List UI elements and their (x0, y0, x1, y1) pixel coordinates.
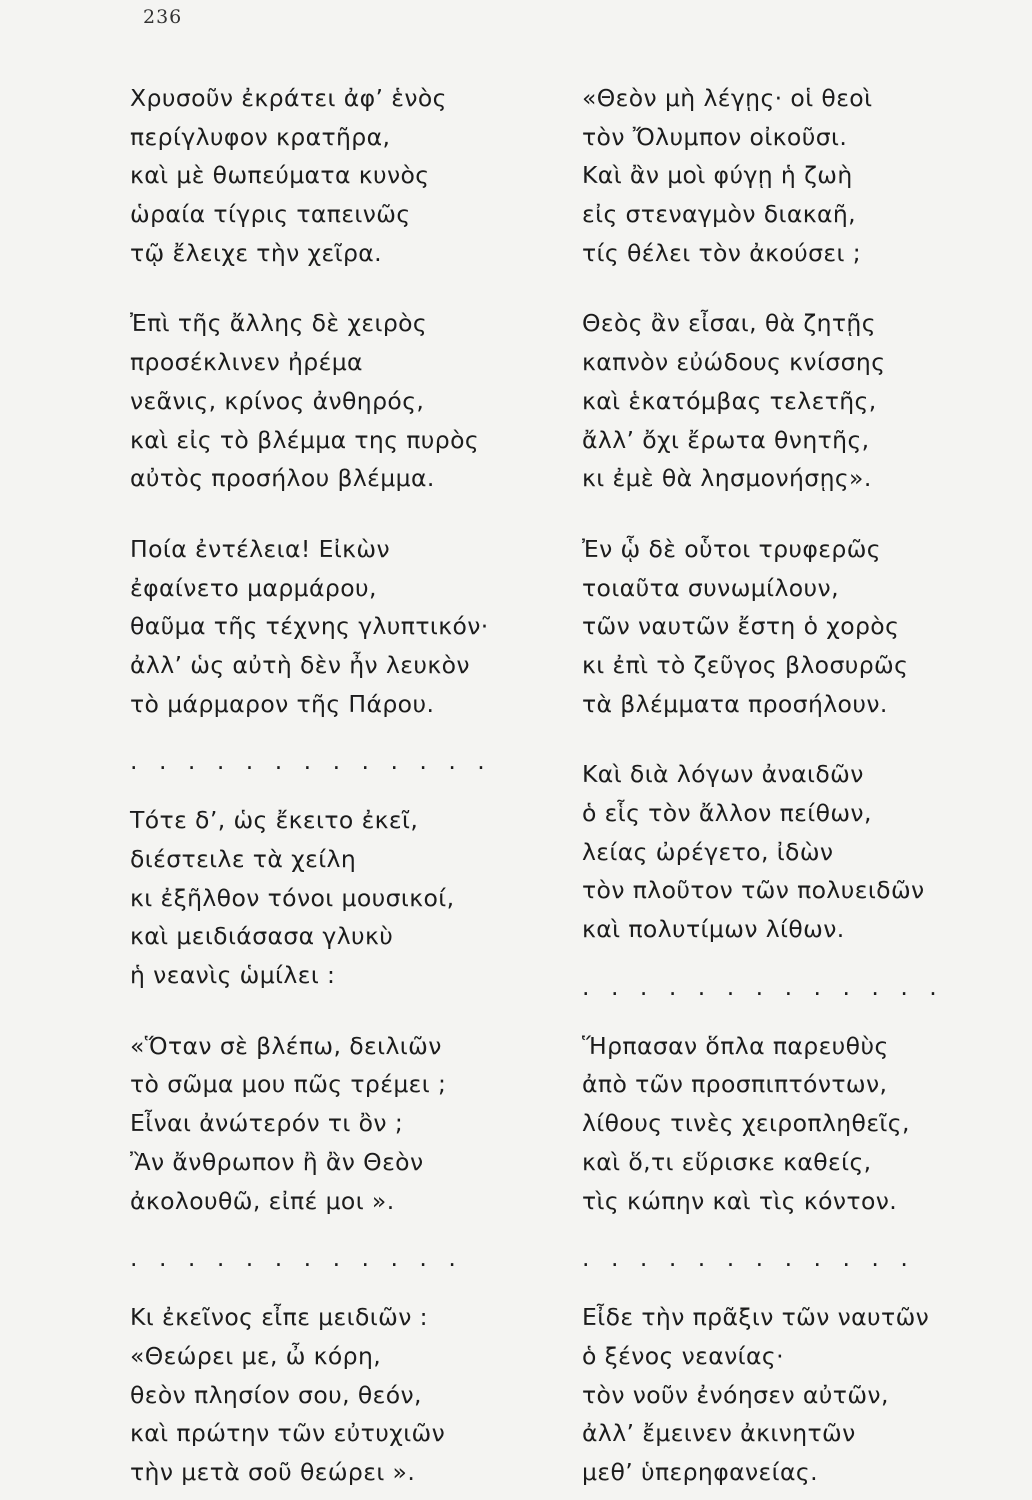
stanza-gap (130, 773, 510, 801)
ellipsis-separator: . . . . . . . . . . . . . (130, 747, 492, 776)
verse-line: ἡ νεανὶς ὡμίλει : (130, 961, 336, 990)
verse-line: καὶ πολυτίμων λίθων. (582, 915, 845, 944)
verse-line: Ἥρπασαν ὅπλα παρευθὺς (582, 1031, 889, 1060)
verse-line: καὶ ὅ,τι εὕρισκε καθείς, (582, 1147, 872, 1176)
verse-line: λείας ὠρέγετο, ἰδὼν (582, 837, 834, 866)
verse-line: λίθους τινὲς χειροπληθεῖς, (582, 1109, 910, 1138)
stanza-gap (130, 272, 510, 304)
verse-line: καὶ ἑκατόμβας τελετῆς, (582, 386, 877, 415)
poem-stanza (130, 1027, 510, 1220)
verse-line: θαῦμα τῆς τέχνης γλυπτικόν· (130, 612, 489, 641)
verse-line: «Ὅταν σὲ βλέπω, δειλιῶν (130, 1031, 442, 1060)
verse-line: τίς θέλει τὸν ἀκούσει ; (582, 238, 862, 267)
verse-line: ὡραία τίγρις ταπεινῶς (130, 200, 411, 229)
left-poem-column (130, 79, 510, 1492)
verse-line: κι ἐμὲ θὰ λησμονήσῃς». (582, 464, 872, 493)
verse-line: Ποία ἐντέλεια! Εἰκὼν (130, 534, 391, 563)
verse-line: ἀπὸ τῶν προσπιπτόντων, (582, 1070, 888, 1099)
verse-line: ὁ εἷς τὸν ἄλλον πείθων, (582, 799, 872, 827)
verse-line: κι ἐξῆλθον τόνοι μουσικοί, (130, 883, 455, 912)
verse-line: ἀλλ’ ὡς αὐτὴ δὲν ἦν λευκὸν (130, 650, 470, 679)
verse-line: τὸ σῶμα μου πῶς τρέμει ; (130, 1070, 447, 1099)
verse-line: προσέκλινεν ἠρέμα (130, 348, 363, 377)
verse-line: τὶς κώπην καὶ τὶς κόντον. (582, 1186, 898, 1215)
verse-line: Κι ἐκεῖνος εἶπε μειδιῶν : (130, 1303, 428, 1332)
verse-line: διέστειλε τὰ χείλη (130, 845, 357, 873)
stanza-gap (582, 999, 982, 1027)
right-poem-column (582, 79, 982, 1492)
verse-line: καπνὸν εὐώδους κνίσσης (582, 348, 886, 377)
verse-line: καὶ πρώτην τῶν εὐτυχιῶν (130, 1419, 446, 1448)
verse-line: Καὶ ἂν μοὶ φύγῃ ἡ ζωὴ (582, 161, 853, 190)
poem-stanza (582, 1027, 982, 1220)
page-number: 236 (143, 6, 183, 28)
verse-line: τὸν νοῦν ἐνόησεν αὐτῶν, (582, 1380, 889, 1409)
ellipsis-separator: . . . . . . . . . . . . (130, 1244, 463, 1273)
verse-line: καὶ εἰς τὸ βλέμμα της πυρὸς (130, 425, 480, 454)
poem-stanza (582, 1298, 982, 1491)
verse-line: Ἐπὶ τῆς ἄλλης δὲ χειρὸς (130, 309, 428, 338)
ellipsis-separator: . . . . . . . . . . . . . (582, 972, 944, 1001)
verse-line: ἄλλ’ ὄχι ἔρωτα θνητῆς, (582, 425, 870, 454)
verse-line: τὸν Ὄλυμπον οἰκοῦσι. (582, 122, 848, 151)
stanza-gap (582, 272, 982, 304)
verse-line: ὁ ξένος νεανίας· (582, 1341, 784, 1370)
verse-line: κι ἐπὶ τὸ ζεῦγος βλοσυρῶς (582, 650, 909, 679)
verse-line: τὴν μετὰ σοῦ θεώρει ». (130, 1457, 416, 1486)
verse-line: ἀκολουθῶ, εἰπέ μοι ». (130, 1186, 395, 1215)
verse-line: τῶν ναυτῶν ἔστη ὁ χορὸς (582, 612, 900, 641)
verse-line: Τότε δ’, ὡς ἔκειτο ἐκεῖ, (130, 806, 419, 835)
poem-stanza (130, 530, 510, 723)
verse-line: εἰς στεναγμὸν διακαῆ, (582, 200, 857, 229)
verse-line: νεᾶνις, κρίνος ἀνθηρός, (130, 386, 425, 415)
verse-line: μεθ’ ὑπερηφανείας. (582, 1457, 818, 1486)
poem-stanza (130, 801, 510, 994)
verse-line: Εἶναι ἀνώτερόν τι ὂν ; (130, 1109, 404, 1138)
poem-stanza (130, 304, 510, 497)
poem-stanza (582, 304, 982, 497)
poem-stanza (130, 1298, 510, 1491)
stanza-gap (130, 1270, 510, 1298)
verse-line: Ἂν ἄνθρωπον ἢ ἂν Θεὸν (130, 1147, 424, 1176)
verse-line: τὰ βλέμματα προσήλουν. (582, 689, 888, 718)
verse-line: ἀλλ’ ἔμεινεν ἀκινητῶν (582, 1419, 856, 1448)
verse-line: τοιαῦτα συνωμίλουν, (582, 573, 839, 602)
stanza-gap (582, 723, 982, 755)
verse-line: περίγλυφον κρατῆρα, (130, 122, 391, 151)
verse-line: Χρυσοῦν ἐκράτει ἀφ’ ἑνὸς (130, 84, 447, 112)
verse-line: Καὶ διὰ λόγων ἀναιδῶν (582, 760, 864, 789)
verse-line: θεὸν πλησίον σου, θεόν, (130, 1380, 422, 1409)
stanza-gap (582, 498, 982, 530)
stanza-gap (130, 498, 510, 530)
verse-line: τὸν πλοῦτον τῶν πολυειδῶν (582, 876, 925, 905)
poem-stanza (582, 79, 982, 272)
verse-line: ἐφαίνετο μαρμάρου, (130, 573, 377, 602)
verse-line: τὸ μάρμαρον τῆς Πάρου. (130, 689, 435, 718)
verse-line: καὶ μὲ θωπεύματα κυνὸς (130, 161, 430, 190)
stanza-gap (130, 995, 510, 1027)
ellipsis-separator: . . . . . . . . . . . . (582, 1244, 915, 1273)
poem-stanza (582, 755, 982, 948)
verse-line: καὶ μειδιάσασα γλυκὺ (130, 922, 394, 951)
verse-line: Εἶδε τὴν πρᾶξιν τῶν ναυτῶν (582, 1303, 930, 1332)
verse-line: Θεὸς ἂν εἶσαι, θὰ ζητῇς (582, 309, 876, 338)
verse-line: τῷ ἔλειχε τὴν χεῖρα. (130, 238, 383, 267)
verse-line: αὐτὸς προσήλου βλέμμα. (130, 464, 435, 493)
stanza-gap (582, 1270, 982, 1298)
verse-line: «Θεὸν μὴ λέγῃς· οἱ θεοὶ (582, 84, 873, 112)
poem-stanza (130, 79, 510, 272)
poem-stanza (582, 530, 982, 723)
verse-line: Ἐν ᾧ δὲ οὗτοι τρυφερῶς (582, 534, 881, 563)
verse-line: «Θεώρει με, ὦ κόρη, (130, 1341, 382, 1370)
